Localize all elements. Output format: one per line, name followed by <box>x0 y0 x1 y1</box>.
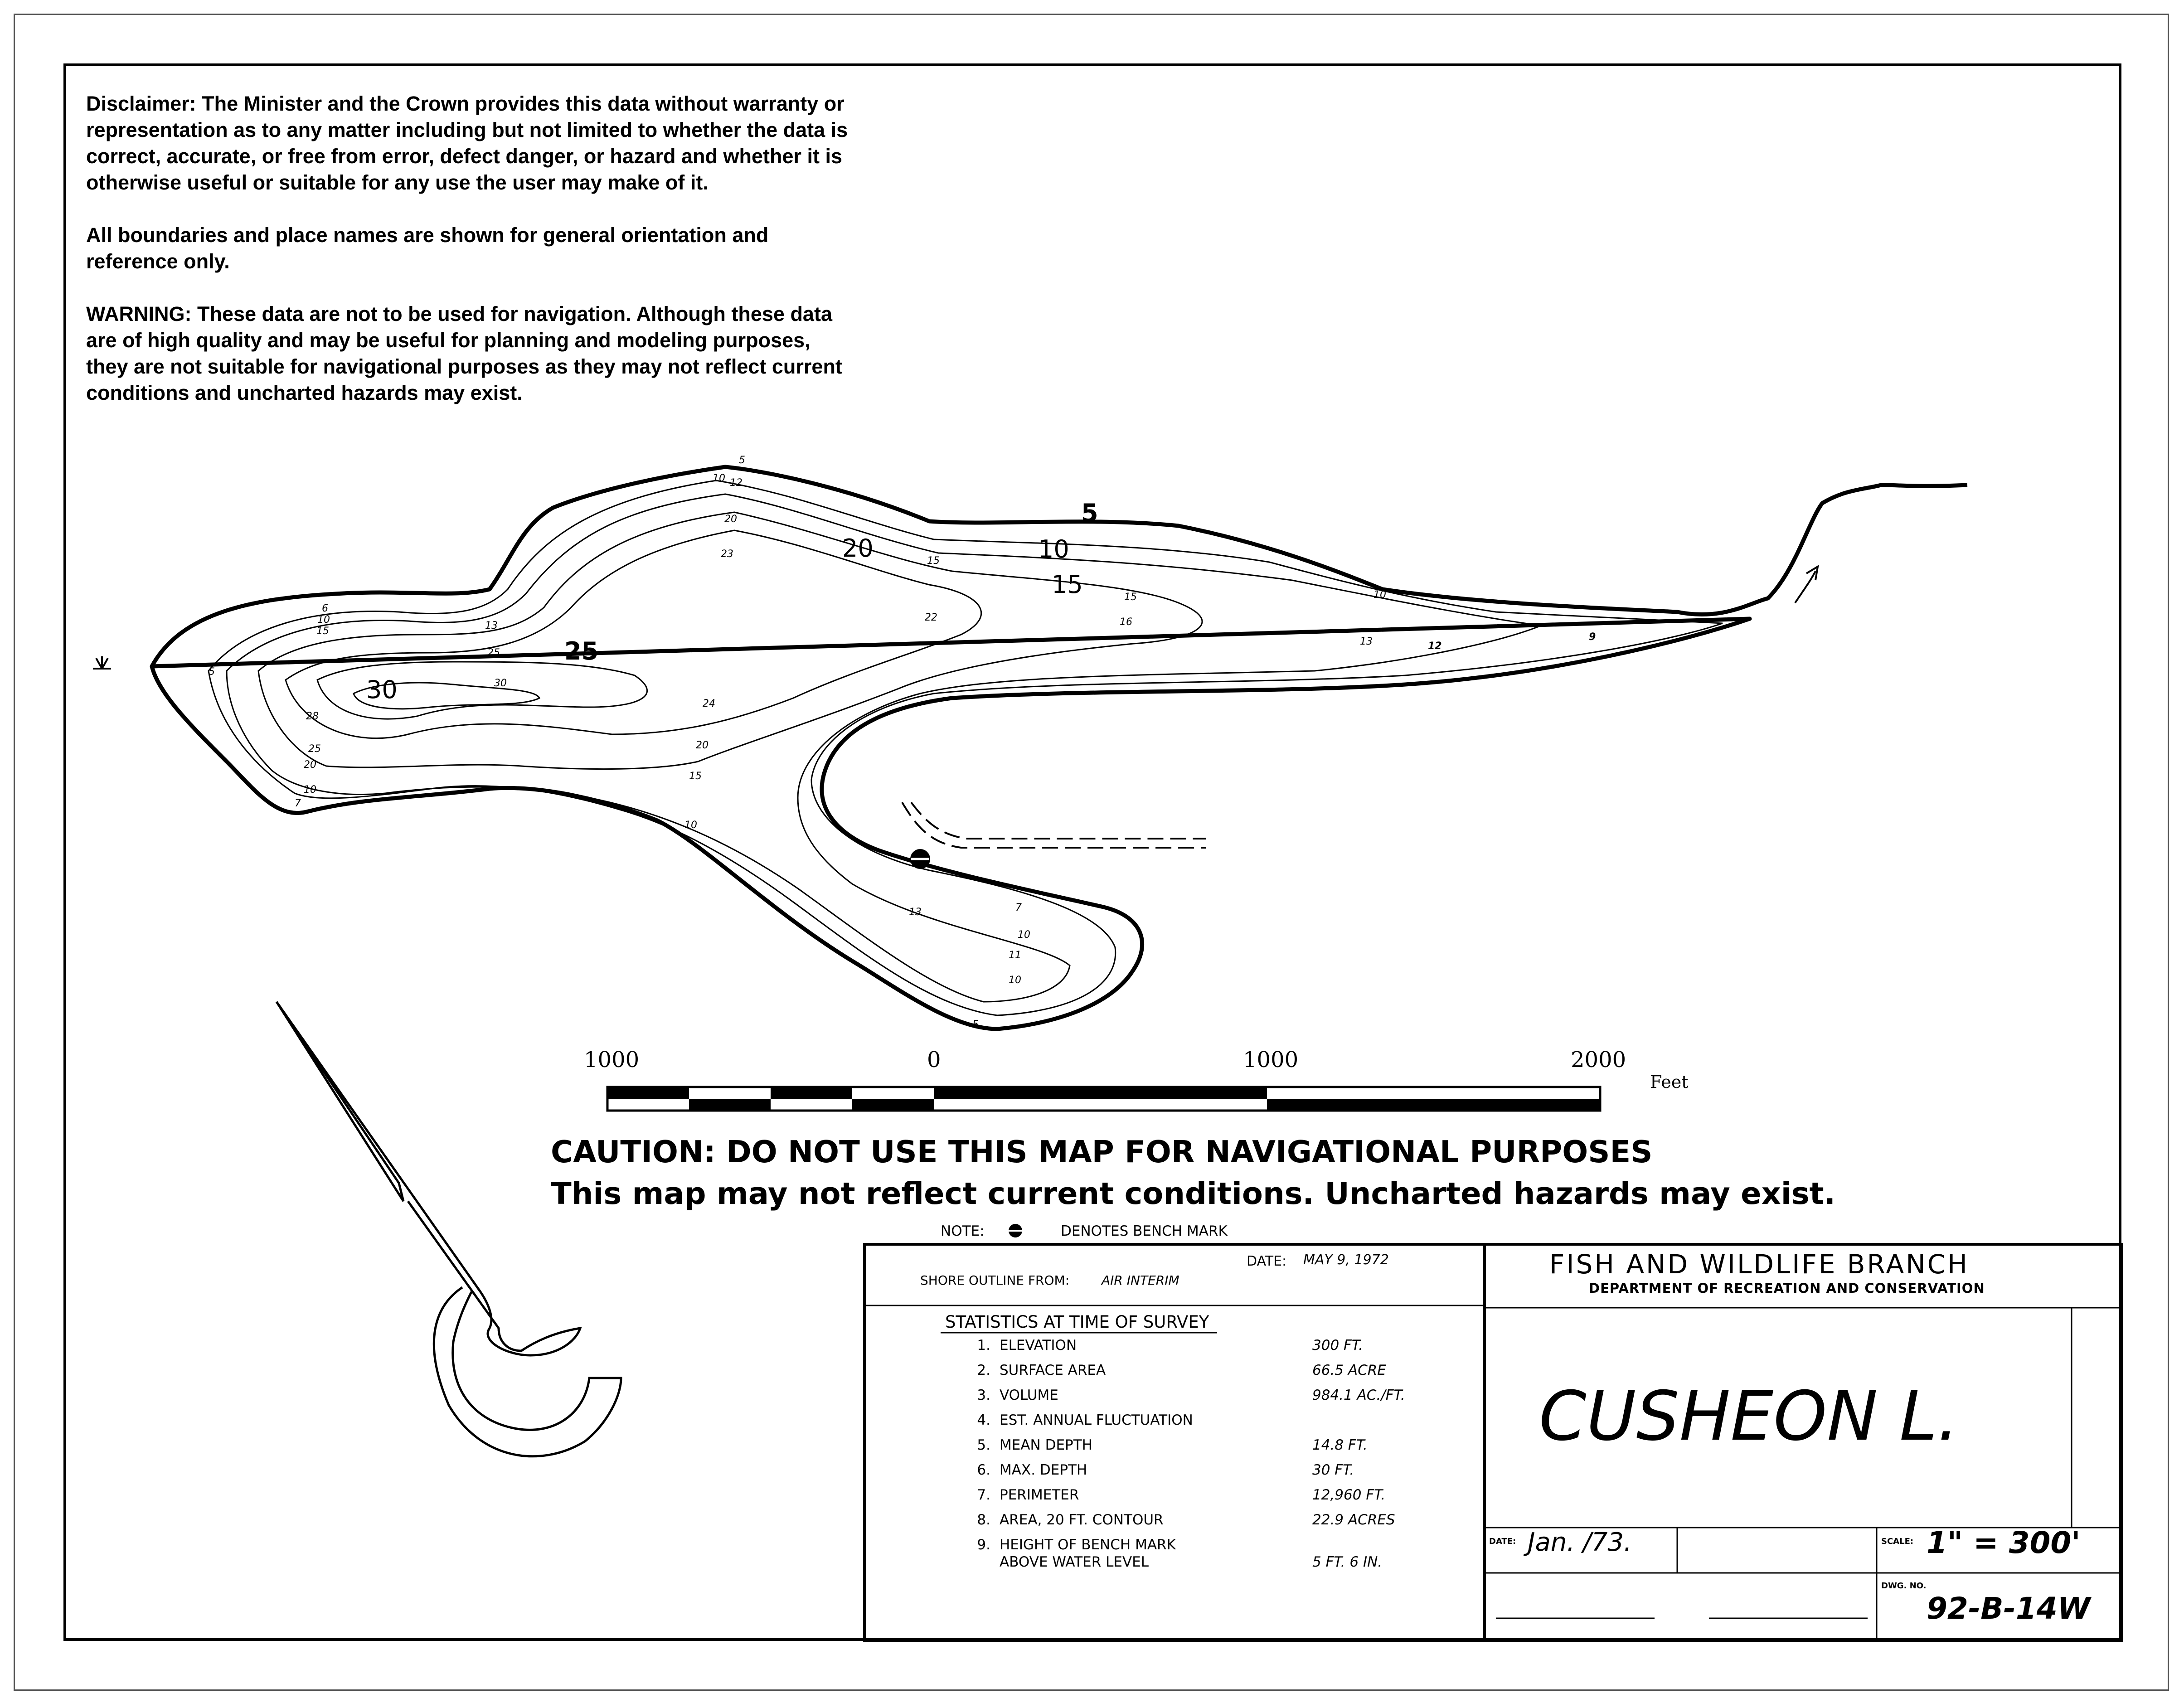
contour-label-25: 25 <box>564 637 599 665</box>
scale-tick-label: 1000 <box>1243 1047 1299 1072</box>
sounding: 20 <box>696 740 709 751</box>
stat-label: HEIGHT OF BENCH MARK <box>1000 1537 1176 1553</box>
drawing-date-value: Jan. /73. <box>1528 1528 1632 1557</box>
sounding: 5 <box>739 455 745 466</box>
stat-value: 22.9 ACRES <box>1312 1512 1395 1528</box>
sounding: 10 <box>1018 929 1030 941</box>
drawing-date-label: DATE: <box>1489 1537 1516 1546</box>
shore-outline-value: AIR INTERIM <box>1102 1273 1179 1288</box>
sounding: 7 <box>295 798 301 809</box>
stat-label: AREA, 20 FT. CONTOUR <box>1000 1512 1164 1528</box>
sounding: 10 <box>317 614 330 626</box>
sounding: 6 <box>322 603 328 614</box>
stat-number: 1. <box>977 1337 990 1354</box>
caution-headline: CAUTION: DO NOT USE THIS MAP FOR NAVIGATIONAL PURPOSES <box>551 1134 1653 1169</box>
sounding: 16 <box>1120 616 1132 628</box>
stat-row <box>963 1462 1444 1487</box>
sounding: 10 <box>713 473 725 484</box>
boundaries-note: All boundaries and place names are shown for general orientation and reference only. <box>86 223 769 273</box>
sounding: 25 <box>308 743 321 755</box>
scale-bar-graphic <box>607 1087 1600 1111</box>
sounding: 13 <box>1360 636 1373 647</box>
scale-tick-label: 0 <box>927 1047 941 1072</box>
contour-label-5: 5 <box>1081 499 1098 527</box>
survey-date-label: DATE: <box>1247 1253 1287 1269</box>
contour-label-30: 30 <box>366 675 398 704</box>
scale-value: 1" = 300' <box>1927 1525 2081 1560</box>
sounding: 7 <box>1015 902 1022 913</box>
sounding: 22 <box>925 612 937 623</box>
sounding: 10 <box>304 784 316 796</box>
stat-value: 5 FT. 6 IN. <box>1312 1554 1383 1570</box>
contour-label-15: 15 <box>1052 570 1083 599</box>
stat-label: PERIMETER <box>1000 1487 1079 1503</box>
inlet-arrow <box>1795 567 1818 603</box>
disclaimer-block <box>86 91 857 432</box>
note-label: NOTE: <box>941 1223 985 1239</box>
stat-number: 5. <box>977 1437 990 1453</box>
stat-value: 30 FT. <box>1312 1462 1354 1478</box>
sounding: 15 <box>689 771 702 782</box>
sounding: 11 <box>1009 950 1021 961</box>
scale-label: SCALE: <box>1881 1537 1914 1546</box>
scale-tick-label: 2000 <box>1571 1047 1626 1072</box>
sounding: 30 <box>494 678 507 689</box>
stat-row <box>963 1337 1444 1362</box>
sounding: 24 <box>703 698 715 709</box>
department-name: DEPARTMENT OF RECREATION AND CONSERVATION <box>1589 1281 1985 1296</box>
stat-number: 9. <box>977 1537 990 1553</box>
sounding: 15 <box>1124 592 1137 603</box>
stat-value: 66.5 ACRE <box>1312 1362 1386 1378</box>
stat-row <box>963 1537 1444 1577</box>
disclaimer-text: Disclaimer: The Minister and the Crown provides this data without warranty or representation as to any matter including but not limited to whether the data is correct, accurate, or free from error, defect danger, or hazard and whether it is otherwise useful or suitable for any use the user may make of it. <box>86 92 848 194</box>
bench-mark-symbol <box>911 850 929 868</box>
lake-name: CUSHEON L. <box>1539 1377 1959 1456</box>
scale-unit-label: Feet <box>1650 1072 1689 1092</box>
stat-row <box>963 1387 1444 1412</box>
north-arrow-icon <box>277 1002 621 1456</box>
navigation-warning: WARNING: These data are not to be used for navigation. Although these data are of high quality and may be useful for planning and modeling purposes, they are not suitable for navigational purposes as they may not reflect current conditions and uncharted hazards may exist. <box>86 302 842 404</box>
sounding: 20 <box>304 759 316 771</box>
contour-label-10: 10 <box>1038 535 1069 563</box>
sounding: 15 <box>927 555 940 567</box>
stat-label: MAX. DEPTH <box>1000 1462 1087 1478</box>
sounding: 10 <box>1009 975 1021 986</box>
sounding: 28 <box>306 711 319 722</box>
sounding: 9 <box>1589 631 1596 643</box>
stat-number: 4. <box>977 1412 990 1428</box>
stat-number: 6. <box>977 1462 990 1478</box>
note-text: DENOTES BENCH MARK <box>1061 1223 1228 1239</box>
stat-label: VOLUME <box>1000 1387 1058 1403</box>
marsh-symbol <box>93 656 111 669</box>
sounding: 10 <box>684 820 697 831</box>
sounding: 23 <box>721 548 733 560</box>
sounding: 12 <box>730 477 743 489</box>
sounding: 5 <box>209 666 215 678</box>
stat-label: EST. ANNUAL FLUCTUATION <box>1000 1412 1193 1428</box>
sounding: 25 <box>487 647 500 659</box>
stat-label: SURFACE AREA <box>1000 1362 1106 1378</box>
stat-number: 2. <box>977 1362 990 1378</box>
caution-block <box>551 1131 1835 1214</box>
stat-row <box>963 1512 1444 1537</box>
stat-value: 12,960 FT. <box>1312 1487 1386 1503</box>
stat-value: 14.8 FT. <box>1312 1437 1368 1453</box>
shore-outline-label: SHORE OUTLINE FROM: <box>920 1273 1070 1288</box>
stat-value: 984.1 AC./FT. <box>1312 1387 1405 1403</box>
stats-title: STATISTICS AT TIME OF SURVEY <box>945 1312 1209 1332</box>
sounding: 12 <box>1428 640 1442 652</box>
stat-number: 7. <box>977 1487 990 1503</box>
stat-number: 8. <box>977 1512 990 1528</box>
stat-label: ABOVE WATER LEVEL <box>1000 1554 1149 1570</box>
sounding: 20 <box>724 514 737 525</box>
drawing-number-label: DWG. NO. <box>1881 1581 1927 1591</box>
sounding: 15 <box>316 626 329 637</box>
depth-contours <box>209 480 1723 1015</box>
sounding: 5 <box>972 1019 979 1030</box>
stat-label: ELEVATION <box>1000 1337 1077 1354</box>
caution-subline: This map may not reflect current conditions. Uncharted hazards may exist. <box>551 1176 1836 1211</box>
bench-mark-icon <box>1007 1223 1024 1239</box>
stat-row <box>963 1487 1444 1512</box>
stat-number: 3. <box>977 1387 990 1403</box>
contour-label-20: 20 <box>842 534 874 563</box>
survey-date-value: MAY 9, 1972 <box>1303 1252 1389 1268</box>
stat-row <box>963 1412 1444 1437</box>
scale-tick-label: 1000 <box>584 1047 640 1072</box>
dashed-road <box>902 802 1206 848</box>
sounding: 10 <box>1373 589 1386 601</box>
stats-list <box>963 1337 1444 1577</box>
stat-value: 300 FT. <box>1312 1337 1363 1354</box>
sounding: 13 <box>909 907 922 918</box>
stat-row <box>963 1437 1444 1462</box>
drawing-number-value: 92-B-14W <box>1927 1591 2091 1626</box>
stat-label: MEAN DEPTH <box>1000 1437 1092 1453</box>
sounding: 13 <box>485 620 498 631</box>
branch-name: FISH AND WILDLIFE BRANCH <box>1549 1249 1969 1280</box>
stat-row <box>963 1362 1444 1387</box>
